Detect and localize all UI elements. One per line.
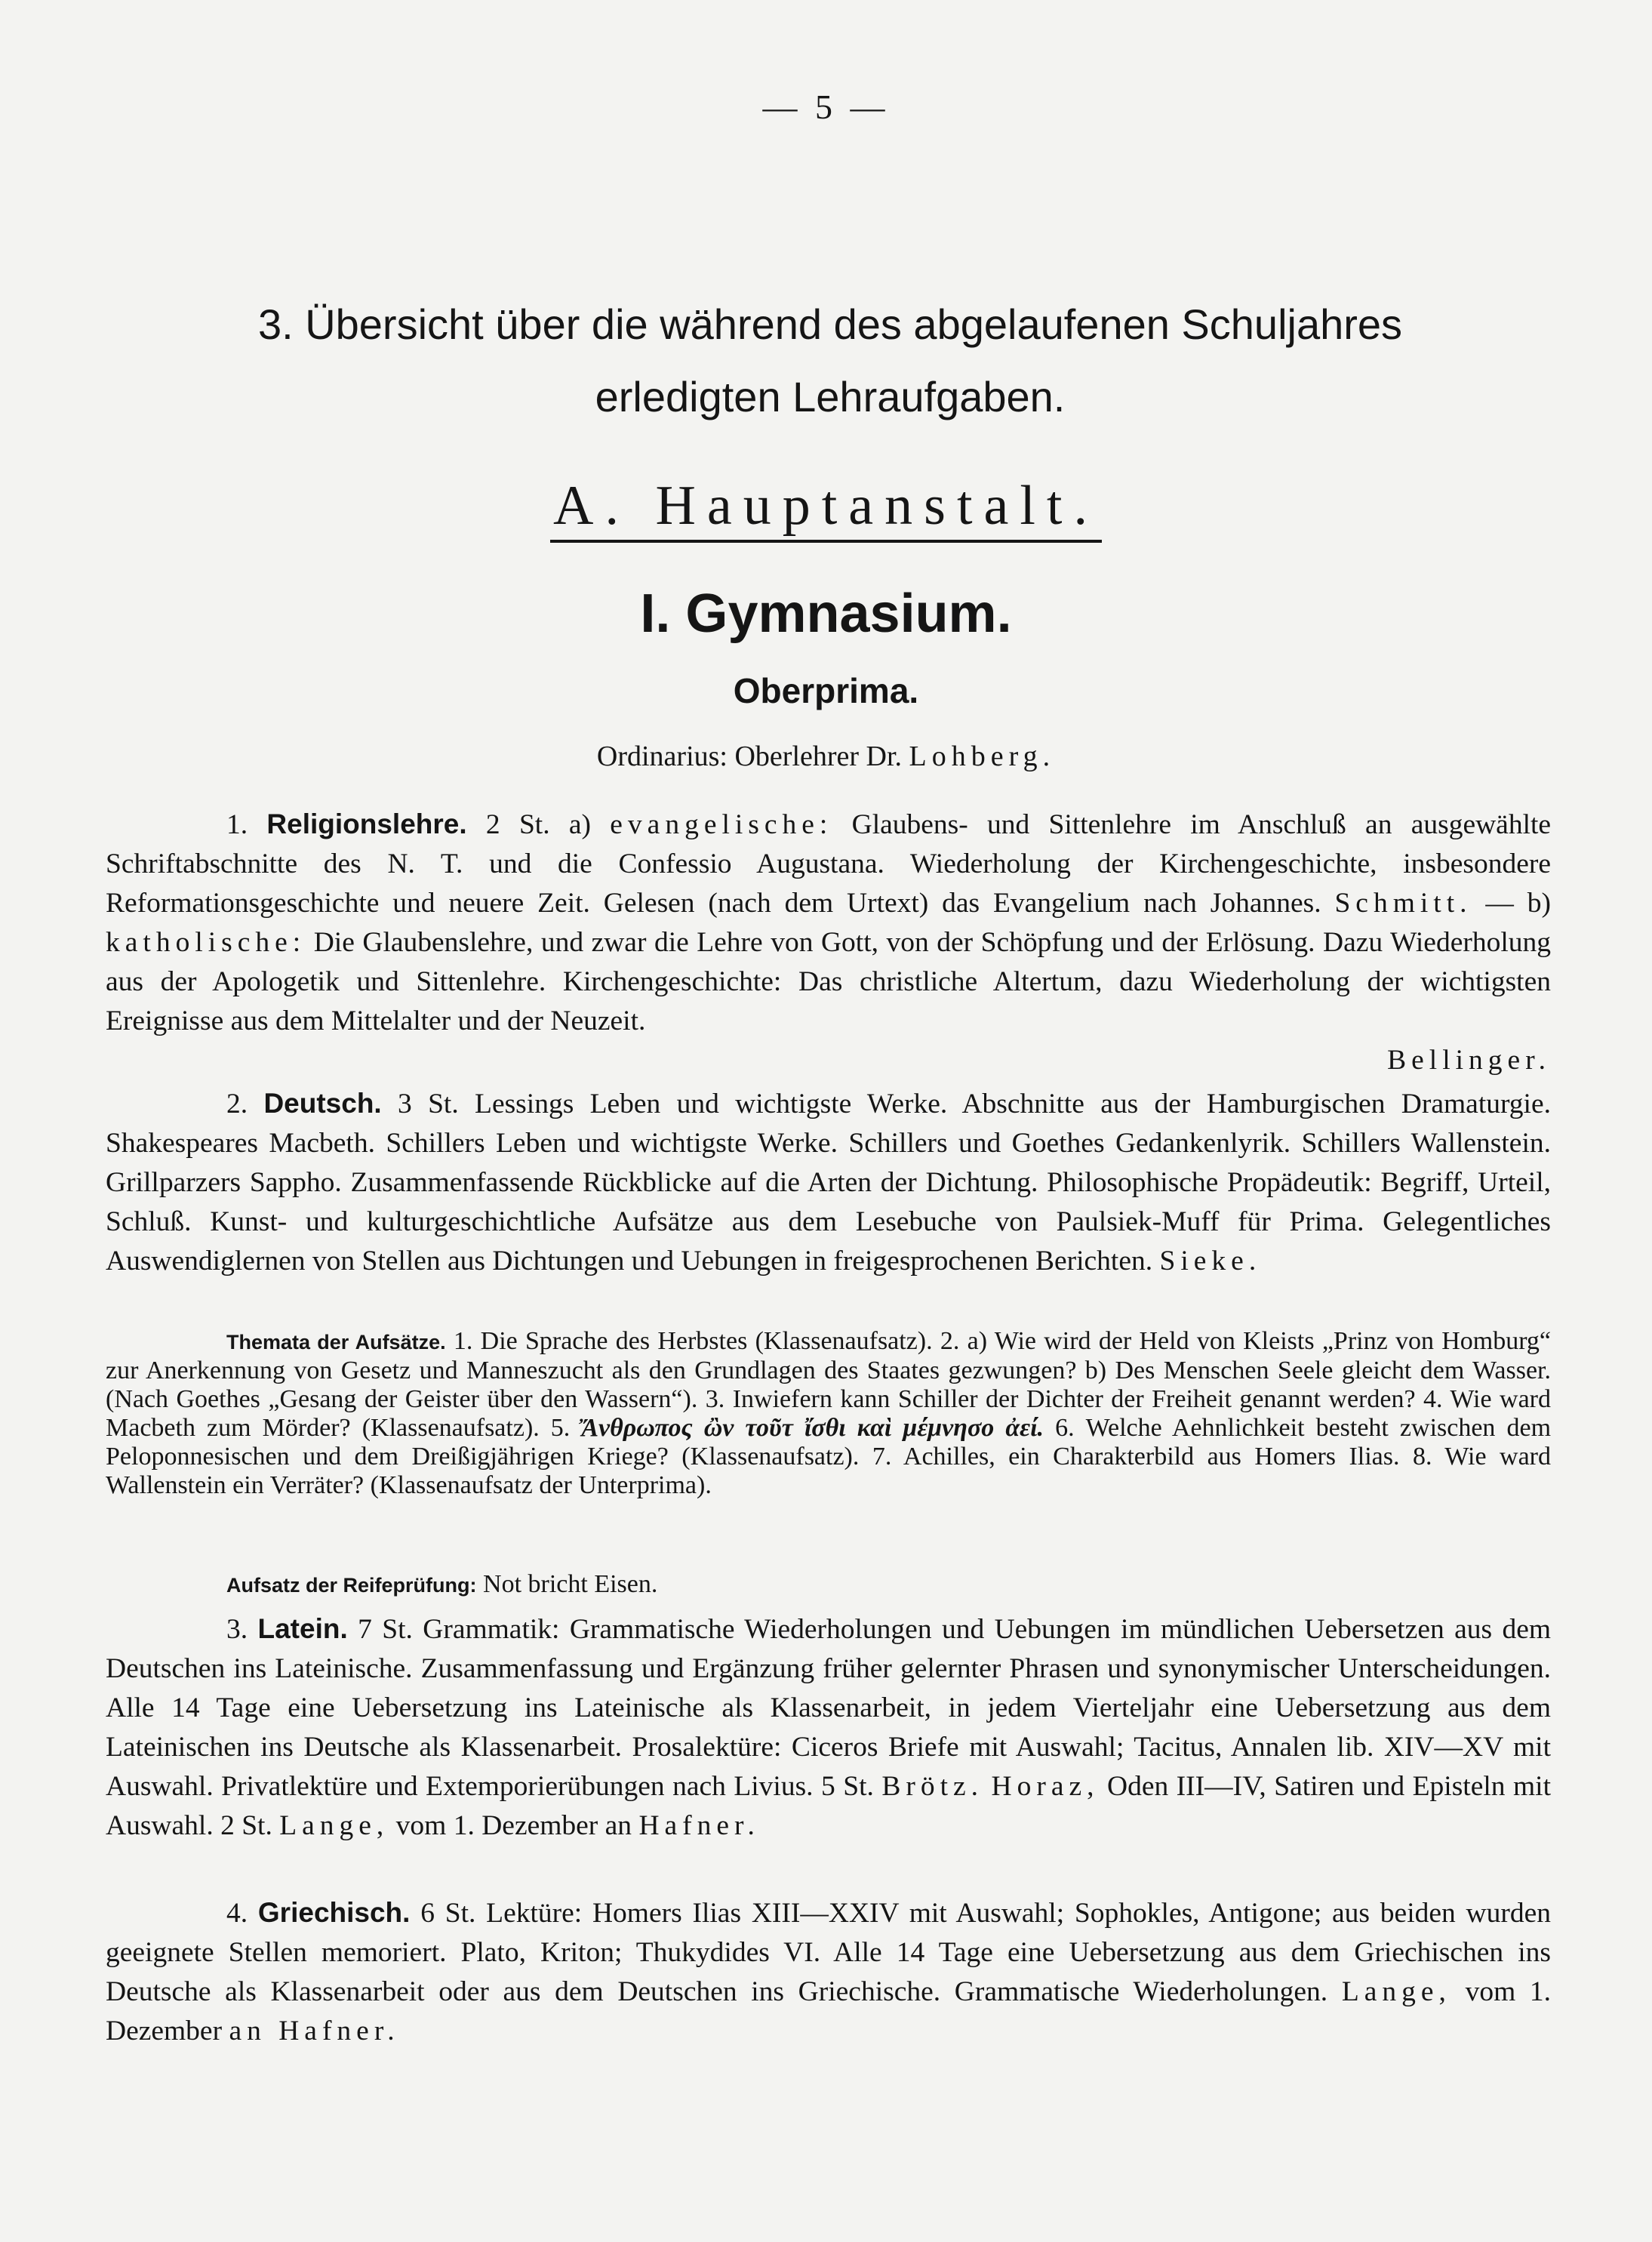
subject-deutsch <box>106 1084 1551 1281</box>
subject-heading: Religionslehre. <box>266 808 467 839</box>
essay-topics-text: 6. Welche Aehnlichkeit besteht zwischen dem Peloponnesischen und dem Dreißigjährigen Kriege? (Klassenaufsatz). 7. Achilles, ein Charakterbild aus Homers Ilias. 8. Wie ward Wallenstein ein Verräter? (Klassenaufsatz der Unterprima). <box>106 1414 1552 1499</box>
subject-text: 6 St. Lektüre: Homers Ilias XIII—XXIV mit Auswahl; Sophokles, Antigone; aus beiden wurden geeignete Stellen memoriert. Plato, Kriton; Thukydides VI. Alle 14 Tage eine Uebersetzung aus dem Griechischen ins Deutsche als Klassenarbeit oder aus dem Deutschen ins Griechische. Grammatische Wiederholungen. <box>106 1898 1551 2007</box>
teacher-name: Lange, <box>279 1810 389 1841</box>
subject-text: Die Glaubenslehre, und zwar die Lehre von Gott, von der Schöpfung und der Erlösung. Dazu Wiederholung aus der Apologetik und Sittenlehre. Kirchengeschichte: Das christliche Altertum, dazu Wiederholung der wichtigsten Ereignisse aus dem Mittelalter und der Neuzeit. <box>106 927 1552 1036</box>
subject-latein <box>106 1609 1551 1846</box>
subject-griechisch <box>106 1893 1551 2051</box>
page-number: — 5 — <box>762 88 890 126</box>
essay-topics-heading: Themata der Aufsätze. <box>226 1331 446 1354</box>
subject-text: 2 St. a) <box>485 809 591 840</box>
teacher-name: Sieke. <box>1159 1246 1262 1277</box>
school-type-heading: I. Gymnasium. <box>640 584 1012 644</box>
subject-text: 3 St. Lessings Leben und wichtigste Werke. Abschnitte aus der Hamburgischen Dramaturgie. Shakespeares Macbeth. Schillers Leben und wichtigste Werke. Schillers und Goethes Gedankenlyrik. Schillers Wallenstein. Grillparzers Sappho. Zusammenfassende Rückblicke auf die Arten der Dichtung. Philosophische Propädeutik: Begriff, Urteil, Schluß. Kunst- und kulturgeschichtliche Aufsätze aus dem Lesebuche von Paulsiek-Muff für Prima. Gelegentliches Auswendiglernen von Stellen aus Dichtungen und Uebungen in freigesprochenen Berichten. <box>106 1089 1551 1277</box>
ordinarius-name: Lohberg. <box>909 741 1056 772</box>
denomination-label: evangelische: <box>610 809 833 840</box>
teacher-name: Lange, <box>1341 1976 1451 2007</box>
subject-heading: Griechisch. <box>257 1897 411 1928</box>
subject-number: 3. <box>226 1614 248 1645</box>
subject-number: 2. <box>226 1089 248 1119</box>
subject-heading: Latein. <box>257 1613 348 1644</box>
subject-text: — b) <box>1485 888 1551 919</box>
ordinarius-line <box>0 740 1652 773</box>
section-title-line-1: 3. Übersicht über die während des abgelaufenen Schuljahres <box>257 300 1403 348</box>
subject-text: vom 1. Dezember an <box>395 1810 632 1841</box>
teacher-name: an Hafner. <box>229 2016 400 2046</box>
teacher-name: Bellinger. <box>1387 1045 1551 1076</box>
subject-text: vom 1. Dezember <box>106 1976 1552 2046</box>
section-title <box>98 288 1562 433</box>
greek-quote: Ἄνθρωπος ὢν τοῦτ ἴσθι καὶ μέμνησο ἀεί. <box>581 1414 1044 1442</box>
subject-heading: Deutsch. <box>263 1088 382 1119</box>
essay-topics-text: 1. Die Sprache des Herbstes (Klassenaufsatz). 2. a) Wie wird der Held von Kleists „Prinz von Homburg“ zur Anerkennung von Gesetz und Manneszucht als den Grundlagen des Staates gezwungen? b) Des Menschen Seele gleicht dem Wasser. (Nach Goethes „Gesang der Geister über den Wassern“). 3. Inwiefern kann Schiller der Dichter der Freiheit genannt werden? 4. Wie ward Macbeth zum Mörder? (Klassenaufsatz). 5. <box>106 1327 1552 1442</box>
teacher-name: Hafner. <box>638 1810 760 1841</box>
subject-text: Glaubens- und Sittenlehre im Anschluß an ausgewählte Schriftabschnitte des N. T. und die Confessio Augustana. Wiederholung der Kirchengeschichte, insbesondere Reformationsgeschichte und neuere Zeit. Gelesen (nach dem Urtext) das Evangelium nach Johannes. <box>106 809 1552 919</box>
ordinarius-prefix: Ordinarius: Oberlehrer Dr. <box>596 741 903 772</box>
subject-number: 1. <box>226 809 248 840</box>
denomination-label: katholische: <box>106 927 306 958</box>
author-name: Horaz, <box>991 1771 1100 1802</box>
part-title <box>0 474 1652 538</box>
class-heading: Oberprima. <box>733 671 919 710</box>
part-title-text: A. Hauptanstalt. <box>550 475 1102 543</box>
final-exam-topic: Not bricht Eisen. <box>483 1570 658 1598</box>
subject-number: 4. <box>226 1898 248 1929</box>
essay-topics <box>106 1327 1551 1500</box>
final-exam-essay <box>106 1570 1551 1600</box>
teacher-name: Brötz. <box>881 1771 984 1802</box>
subject-religion <box>106 805 1551 1080</box>
teacher-name: Schmitt. <box>1334 888 1472 919</box>
subject-text: 7 St. Grammatik: Grammatische Wiederholungen und Uebungen im mündlichen Uebersetzen aus dem Deutschen ins Lateinische. Zusammenfassung und Ergänzung früher gelernter Phrasen und synonymischer Unterscheidungen. Alle 14 Tage eine Uebersetzung ins Lateinische als Klassenarbeit, in jedem Vierteljahr eine Uebersetzung aus dem Lateinischen ins Deutsche als Klassenarbeit. Prosalektüre: Ciceros Briefe mit Auswahl; Tacitus, Annalen lib. XIV—XV mit Auswahl. Privatlektüre und Extemporierübungen nach Livius. 5 St. <box>106 1614 1552 1802</box>
section-title-line-2: erledigten Lehraufgaben. <box>595 373 1066 420</box>
subject-text: Oden III—IV, Satiren und Episteln mit Auswahl. 2 St. <box>106 1771 1551 1841</box>
final-exam-heading: Aufsatz der Reifeprüfung: <box>226 1574 477 1597</box>
